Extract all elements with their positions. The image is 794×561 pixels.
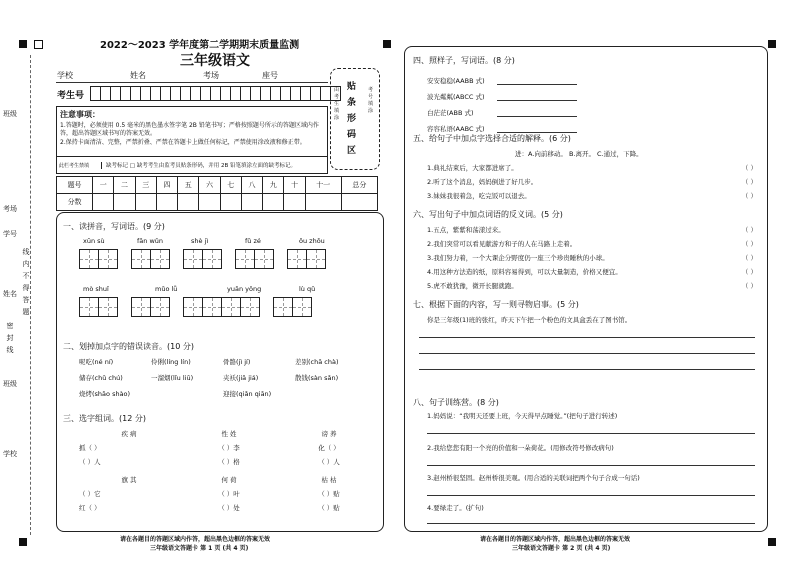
notes-item: 1.答题时，必须使用 0.5 毫米的黑色墨水签字笔 2B 铅笔书写；严格按照题号所示的答题区域内作答，超出答题区域书写的答案无效。	[60, 122, 319, 137]
binding-line	[30, 55, 31, 535]
q6-item: 2.我们突常可以看见献游方和子的人在马路上走着。	[427, 240, 577, 248]
answer-line[interactable]	[419, 369, 755, 370]
side-label: 姓名	[3, 290, 17, 298]
pinyin: xūn sù	[83, 237, 105, 245]
corner-marker	[19, 40, 27, 48]
q3-head: 谤 养	[321, 430, 337, 438]
footer-page: 三年级语文答题卡 第 2 页 (共 4 页)	[512, 545, 611, 552]
answer-line[interactable]	[427, 433, 755, 434]
exam-no-label: 考生号	[57, 91, 85, 101]
q2-item: 烧烤(shāo shào)	[79, 390, 131, 398]
side-label: 线	[6, 346, 14, 354]
side-label: 班级	[3, 110, 17, 118]
score-col: 九	[263, 177, 284, 194]
footer-warning: 请在各题目的答题区域内作答，超出黑色边框的答案无效	[120, 536, 271, 543]
side-label: 内	[22, 260, 30, 268]
score-col: 五	[178, 177, 199, 194]
side-label: 班级	[3, 380, 17, 388]
tianzi-grid[interactable]	[287, 249, 325, 271]
notes-item: 2.保持卡面清洁、完整，严禁折叠、严禁在答题卡上做任何标记，严禁使用涂改液和修正带。	[60, 139, 306, 146]
pinyin: ōu zhōu	[299, 237, 325, 245]
pinyin: yuān yǒng	[227, 285, 262, 293]
answer-line[interactable]	[419, 353, 755, 354]
corner-marker	[383, 40, 391, 48]
absent-text: 缺考标记 □ 缺考考生由监考员贴条形码，并用 2B 铅笔填涂左面的缺考标记。	[106, 163, 296, 169]
score-row-label: 题号	[57, 177, 93, 194]
side-label: 学号	[3, 230, 17, 238]
answer-bracket[interactable]: （ ）	[741, 178, 757, 186]
q7-text: 你是三年级(1)班的张红，昨天下午把一个粉色的文具盒丢在了图书馆。	[427, 316, 632, 324]
q3-line: （ ）人	[318, 458, 340, 466]
q6-title: 六、写出句子中加点词语的反义词。(5 分)	[413, 210, 563, 219]
answer-bracket[interactable]: （ ）	[741, 192, 757, 200]
q8-item: 1.妈妈说：“我明天还要上班，今天得早点睡觉。”(把句子进行转述)	[427, 412, 618, 420]
tianzi-grid[interactable]	[131, 297, 169, 319]
q2-item: 迎接(qiǎn qiān)	[223, 390, 272, 398]
answer-line[interactable]	[497, 84, 577, 85]
pinyin: fān wǔn	[137, 237, 164, 245]
q6-item: 5.虎不敢犹豫，微开长腿就跑。	[427, 282, 518, 290]
q2-item	[151, 389, 223, 405]
q3-line: （ ）它	[79, 490, 101, 498]
score-col: 十	[284, 177, 305, 194]
q5-title: 五、给句子中加点字选择合适的解释。(6 分)	[413, 134, 571, 143]
side-label: 线	[22, 248, 30, 256]
score-col: 二	[114, 177, 135, 194]
q2-item: 呢吃(né ní)	[79, 358, 114, 366]
q2-title: 二、划掉加点字的错误读音。(10 分)	[63, 342, 194, 351]
score-row-label: 分数	[57, 194, 93, 211]
q2-item: 一溜烟(lǐu liū)	[151, 374, 194, 382]
q4-item: 安安稳稳(AABB 式)	[427, 77, 485, 85]
left-answer-area	[56, 212, 384, 532]
q3-head: 疾 病	[121, 430, 137, 438]
score-col: 三	[135, 177, 156, 194]
tianzi-grid[interactable]	[79, 297, 117, 319]
q4-item: 波光粼粼(ABCC 式)	[427, 93, 485, 101]
answer-bracket[interactable]: （ ）	[741, 282, 757, 290]
notes-title: 注意事项：	[60, 110, 100, 119]
q3-line: 抓（ ）	[79, 444, 101, 452]
q8-title: 八、句子训练营。(8 分)	[413, 398, 499, 407]
q3-line: （ ）贴	[318, 490, 340, 498]
barcode-sticker-area	[330, 68, 380, 170]
q4-title: 四、照样子，写词语。(8 分)	[413, 56, 515, 65]
side-label: 密	[6, 322, 14, 330]
q2-item: 伶俐(líng lín)	[151, 358, 191, 366]
field-room: 考场	[203, 71, 219, 80]
tianzi-grid[interactable]	[273, 297, 311, 319]
score-table	[56, 176, 378, 211]
term-title: 2022～2023 学年度第二学期期末质量监测	[100, 40, 300, 51]
q5-item: 2.听了这个消息，妈妈倒进了好几步。	[427, 178, 538, 186]
pinyin: mò shuǐ	[83, 285, 109, 293]
q3-line: （ ）李	[218, 444, 240, 452]
q1-title: 一、读拼音，写词语。(9 分)	[63, 222, 165, 231]
side-label: 考场	[3, 205, 17, 213]
q3-line: 化（ ）	[318, 444, 340, 452]
q3-line: （ ）处	[218, 504, 240, 512]
score-col: 十一	[305, 177, 341, 194]
tianzi-grid[interactable]	[183, 297, 259, 319]
side-label: 封	[6, 334, 14, 342]
sticker-side-right: 考号填涂	[368, 87, 374, 114]
answer-line[interactable]	[427, 495, 755, 496]
q6-item: 1.五点，紫紫和荡漾过来。	[427, 226, 505, 234]
q5-item: 1.典礼结束后，大家都进席了。	[427, 164, 518, 172]
answer-line[interactable]	[427, 465, 755, 466]
score-col: 七	[220, 177, 241, 194]
side-label: 得	[22, 284, 30, 292]
answer-bracket[interactable]: （ ）	[741, 254, 757, 262]
q2-item: 差别(chā chà)	[295, 358, 339, 366]
q5-item: 3.妹妹我很着急，吃完饭可以退去。	[427, 192, 531, 200]
notes-box	[56, 106, 328, 174]
answer-bracket[interactable]: （ ）	[741, 240, 757, 248]
score-col: 四	[156, 177, 177, 194]
corner-marker	[768, 40, 776, 48]
q8-item: 4.要绿走了。(扩句)	[427, 504, 484, 512]
tianzi-grid[interactable]	[235, 249, 273, 271]
q3-head: 何 荷	[221, 476, 237, 484]
sticker-side-left: 由考生填涂	[334, 87, 340, 121]
q3-line: （ ）人	[79, 458, 101, 466]
right-answer-area	[404, 46, 768, 532]
score-col: 八	[241, 177, 262, 194]
pinyin: fǔ zé	[245, 237, 261, 245]
corner-marker	[768, 538, 776, 546]
q2-item: 散钱(sàn sǎn)	[295, 374, 339, 382]
tianzi-grid[interactable]	[131, 249, 169, 271]
tianzi-grid[interactable]	[79, 249, 117, 271]
side-label: 题	[22, 308, 30, 316]
score-col: 六	[199, 177, 220, 194]
q3-head: 性 姓	[221, 430, 237, 438]
answer-line[interactable]	[427, 523, 755, 524]
subject-title: 三年级语文	[180, 53, 250, 69]
corner-marker	[34, 40, 43, 49]
answer-line[interactable]	[497, 116, 577, 117]
answer-bracket[interactable]: （ ）	[741, 226, 757, 234]
exam-no-boxes[interactable]	[90, 86, 340, 101]
pinyin: mǔo lǚ	[155, 285, 178, 293]
footer-page: 三年级语文答题卡 第 1 页 (共 4 页)	[150, 545, 249, 552]
corner-marker	[19, 538, 27, 546]
header-underline	[56, 82, 328, 83]
side-label: 学校	[3, 450, 17, 458]
q3-line: （ ）格	[218, 458, 240, 466]
side-label: 答	[22, 296, 30, 304]
pinyin: shè jì	[191, 237, 209, 245]
q3-head: 枯 枯	[321, 476, 337, 484]
field-seat: 座号	[262, 71, 278, 80]
sticker-title: 贴条形码区	[347, 82, 357, 156]
q3-line: （ ）贴	[318, 504, 340, 512]
q3-title: 三、选字组词。(12 分)	[63, 414, 146, 423]
answer-bracket[interactable]: （ ）	[741, 164, 757, 172]
answer-line[interactable]	[497, 100, 577, 101]
q8-item: 3.赵州桥很坚固。赵州桥很美观。(用合适的关联词把两个句子合成一句话)	[427, 474, 640, 482]
q6-item: 3.我们努力着，一个大课企分野度仍一座三个珍贵睡秋的小球。	[427, 254, 609, 262]
field-school: 学校	[57, 71, 73, 80]
field-name: 姓名	[130, 71, 146, 80]
q3-line: 红（ ）	[79, 504, 101, 512]
absent-label: 此栏考生禁填	[57, 162, 102, 169]
q5-prompt: 进：A.向前移动。 B.离开。 C.通过，下降。	[515, 150, 643, 158]
tianzi-grid[interactable]	[183, 249, 221, 271]
q2-item: 储存(chǔ chú)	[79, 374, 123, 382]
q3-line: （ ）叶	[218, 490, 240, 498]
score-col: 一	[93, 177, 114, 194]
answer-bracket[interactable]: （ ）	[741, 268, 757, 276]
q2-item: 骨骼(jì jí)	[223, 358, 251, 366]
q6-item: 4.用这种方法造的纸，原料容易得到，可以大量制造，价格又便宜。	[427, 268, 622, 276]
footer-warning: 请在各题目的答题区域内作答，超出黑色边框的答案无效	[480, 536, 631, 543]
answer-line[interactable]	[419, 337, 755, 338]
q8-item: 2.我给您您有阳一个亮的价值和一朵荷花。(用修改符号修改病句)	[427, 444, 614, 452]
q4-item: 容容私语(AABC 式)	[427, 125, 485, 133]
q2-item: 夹袄(jiā jiá)	[223, 374, 259, 382]
pinyin: lù qǔ	[299, 285, 316, 293]
score-col: 总分	[341, 177, 377, 194]
q3-head: 旗 其	[121, 476, 137, 484]
q7-title: 七、根据下面的内容，写一则寻物启事。(5 分)	[413, 300, 579, 309]
side-label: 不	[22, 272, 30, 280]
q4-item: 白茫茫(ABB 式)	[427, 109, 474, 117]
